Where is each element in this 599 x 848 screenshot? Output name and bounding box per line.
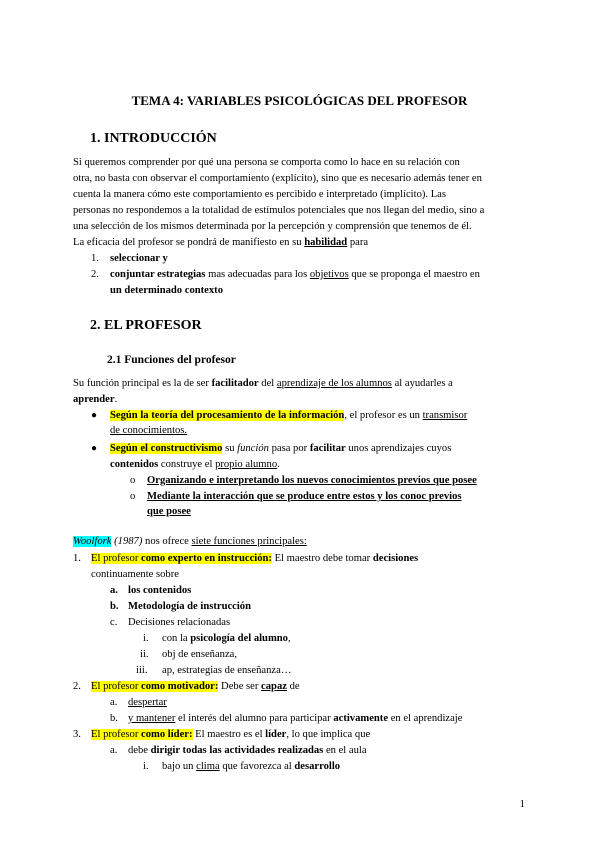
roman-i: i. [143,761,149,772]
item-metodologia: Metodología de instrucción [128,601,251,612]
funcion-line-1: Su función principal es la de ser facilitador del aprendizaje de los alumnos al ayudarles a [73,378,453,389]
function-experto-cont: continuamente sobre [91,569,179,580]
funcion-line-2: aprender. [73,394,118,405]
sub-bullet-icon: o [130,475,136,486]
list-item-seleccionar: seleccionar y [110,253,168,264]
intro-line-1: Si queremos comprender por qué una persona se comporta como lo hace en su relación con [73,157,460,168]
intro-line-3: cuenta la manera cómo este comportamiento es percibido e interpretado (implícito). Las [73,189,446,200]
letter-b: b. [110,601,119,612]
section-heading-profesor: 2. EL PROFESOR [90,318,202,333]
list-num-1: 1. [91,253,99,264]
section-heading-introduccion: 1. INTRODUCCIÓN [90,131,217,146]
item-decisiones: Decisiones relacionadas [128,617,231,628]
list-num-2: 2. [91,269,99,280]
sub-bullet-icon: o [130,491,136,502]
sub-bullet-interaccion-cont: que posee [147,506,191,517]
letter-a: a. [110,585,118,596]
page-number: 1 [519,798,525,810]
roman-i: i. [143,633,149,644]
roman-iii: iii. [136,665,148,676]
function-experto: El profesor como experto en instrucción: El maestro debe tomar decisiones [91,553,419,564]
numbered-3: 3. [73,729,81,740]
sub-bullet-interaccion: Mediante la interacción que se produce entre estos y los conoc previos [147,491,462,502]
item-clima: bajo un clima que favorezca al desarrollo [162,761,341,772]
woolfork-intro: Woolfork (1987) nos ofrece siete funciones principales: [73,536,307,547]
letter-a: a. [110,697,118,708]
numbered-1: 1. [73,553,81,564]
item-mantener: y mantener el interés del alumno para participar activamente en el aprendizaje [128,713,463,724]
intro-line-5: una selección de los mismos determinada por la percepción y comprensión que tenemos de él. [73,221,472,232]
item-obj-ensenanza: obj de enseñanza, [162,649,238,660]
item-contenidos: los contenidos [128,585,192,596]
bullet-procesamiento: Según la teoría del procesamiento de la información, el profesor es un transmisor [110,410,468,421]
intro-line-4: personas no respondemos a la totalidad de estímulos potenciales que nos llegan del medio, sino a [73,205,485,216]
roman-ii: ii. [140,649,149,660]
letter-a: a. [110,745,118,756]
sub-bullet-organizando: Organizando e interpretando los nuevos conocimientos previos que posee [147,475,477,486]
letter-b: b. [110,713,118,724]
item-despertar: despertar [128,697,167,708]
bullet-constructivismo: Según el constructivismo su función pasa por facilitar unos aprendizajes cuyos [110,443,452,454]
intro-line-2: otra, no basta con observar el comportamiento (explícito), sino que es necesario además tener en [73,173,482,184]
function-lider: El profesor como líder: El maestro es el líder, lo que implica que [91,729,371,740]
letter-c: c. [110,617,118,628]
list-item-contexto: un determinado contexto [110,285,223,296]
list-item-conjuntar: conjuntar estrategias mas adecuadas para los objetivos que se proponga el maestro en [110,269,480,280]
bullet-procesamiento-cont: de conocimientos. [110,425,188,436]
item-psicologia: con la psicología del alumno, [162,633,291,644]
function-motivador: El profesor como motivador: Debe ser capaz de [91,681,300,692]
bullet-icon: ● [91,410,98,421]
item-estrategias: ap, estrategias de enseñanza… [162,665,292,676]
numbered-2: 2. [73,681,81,692]
bullet-constructivismo-cont: contenidos construye el propio alumno. [110,459,280,470]
bullet-icon: ● [91,443,98,454]
intro-efficacy-line: La eficacia del profesor se pondrá de manifiesto en su habilidad para [73,237,369,248]
item-dirigir: debe dirigir todas las actividades realizadas en el aula [128,745,367,756]
document-title: TEMA 4: VARIABLES PSICOLÓGICAS DEL PROFESOR [131,93,468,108]
subsection-heading-funciones: 2.1 Funciones del profesor [107,354,236,366]
